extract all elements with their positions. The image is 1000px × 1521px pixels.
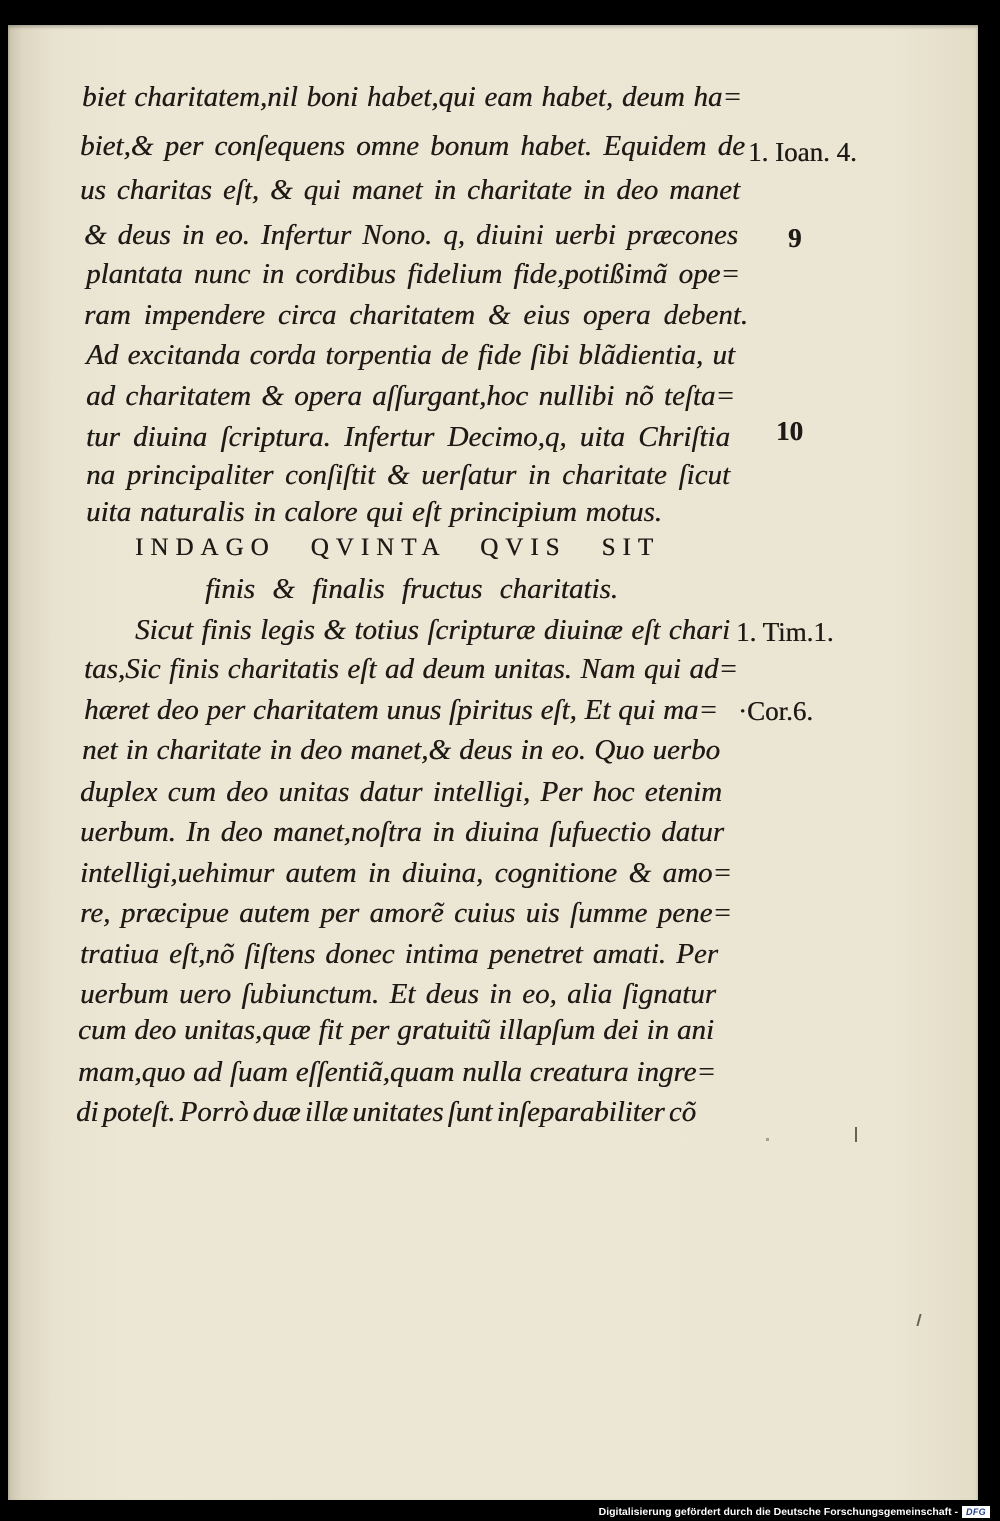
text-line bbox=[84, 649, 738, 689]
digitization-credit: Digitalisierung gefördert durch die Deutsche Forschungsgemeinschaft - bbox=[598, 1506, 958, 1518]
text-line bbox=[80, 934, 718, 974]
text-line-content: uerbum. In deo manet,noſtra in diuina ſufuectio datur bbox=[80, 816, 724, 848]
text-line-content: Ad excitanda corda torpentia de fide ſibi blãdientia, ut bbox=[86, 339, 735, 371]
text-line bbox=[82, 730, 720, 770]
margin-note: 10 bbox=[776, 416, 803, 446]
text-line bbox=[78, 1010, 714, 1050]
section-subheading bbox=[205, 569, 618, 609]
text-line bbox=[84, 215, 738, 255]
text-line-content: plantata nunc in cordibus fidelium fide,potißimã ope= bbox=[86, 258, 740, 290]
section-heading bbox=[135, 528, 660, 568]
text-line-content: uita naturalis in calore qui eſt principium motus. bbox=[86, 496, 662, 528]
scan-mark bbox=[916, 1314, 921, 1326]
text-line-content: tas,Sic finis charitatis eſt ad deum unitas. Nam qui ad= bbox=[84, 653, 738, 685]
text-line bbox=[135, 610, 730, 650]
margin-note: 1. Tim.1. bbox=[736, 617, 834, 647]
text-line bbox=[86, 455, 730, 495]
text-line-content: na principaliter conſiſtit & uerſatur in charitate ſicut bbox=[86, 459, 730, 491]
text-line bbox=[86, 492, 662, 532]
text-line-content: duplex cum deo unitas datur intelligi, Per hoc etenim bbox=[80, 776, 722, 808]
text-line bbox=[78, 1052, 716, 1092]
text-line bbox=[84, 295, 748, 335]
text-line-content: cum deo unitas,quæ fit per gratuitũ illapſum dei in ani bbox=[78, 1014, 714, 1046]
margin-note: 1. Ioan. 4. bbox=[748, 137, 857, 167]
text-line bbox=[86, 376, 735, 416]
text-line bbox=[82, 77, 742, 117]
text-line bbox=[80, 893, 732, 933]
text-line-content: re, præcipue autem per amorẽ cuius uis ſumme pene= bbox=[80, 897, 732, 929]
text-line-content: ad charitatem & opera aſſurgant,hoc nullibi nõ teſta= bbox=[86, 380, 735, 412]
scan-mark bbox=[855, 1127, 857, 1142]
text-line bbox=[86, 417, 730, 457]
text-line bbox=[80, 974, 716, 1014]
text-line-content: mam,quo ad ſuam eſſentiã,quam nulla creatura ingre= bbox=[78, 1056, 716, 1088]
text-line-content: intelligi,uehimur autem in diuina, cognitione & amo= bbox=[80, 857, 732, 889]
scan-mark bbox=[766, 1138, 769, 1141]
text-line-content: Sicut finis legis & totius ſcripturæ diuinæ eſt chari bbox=[135, 614, 730, 646]
text-line-content: ram impendere circa charitatem & eius opera debent. bbox=[84, 299, 748, 331]
text-line-content: hæret deo per charitatem unus ſpiritus eſt, Et qui ma= bbox=[84, 694, 718, 726]
text-line bbox=[80, 853, 732, 893]
text-line-content: uerbum uero ſubiunctum. Et deus in eo, alia ſignatur bbox=[80, 978, 716, 1010]
margin-note: ·Cor.6. bbox=[738, 696, 814, 726]
text-line-content: net in charitate in deo manet,& deus in eo. Quo uerbo bbox=[82, 734, 720, 766]
text-line bbox=[84, 690, 718, 730]
text-line-content: us charitas eſt, & qui manet in charitate in deo manet bbox=[80, 174, 740, 206]
section-subheading-text: finis & finalis fructus charitatis. bbox=[205, 573, 618, 605]
section-heading-text: INDAGO QVINTA QVIS SIT bbox=[135, 534, 660, 561]
text-line-content: & deus in eo. Infertur Nono. q, diuini uerbi præcones bbox=[84, 219, 738, 251]
text-line bbox=[80, 812, 724, 852]
text-line bbox=[86, 254, 740, 294]
text-line-content: biet charitatem,nil boni habet,qui eam habet, deum ha= bbox=[82, 81, 742, 113]
text-line bbox=[86, 335, 735, 375]
text-line-content: di poteſt. Porrò duæ illæ unitates ſunt inſeparabiliter cõ bbox=[76, 1096, 696, 1128]
text-line bbox=[80, 126, 745, 166]
text-line-content: biet,& per conſequens omne bonum habet. Equidem de bbox=[80, 130, 745, 162]
text-line-content: tur diuina ſcriptura. Infertur Decimo,q, uita Chriſtia bbox=[86, 421, 730, 453]
text-line bbox=[80, 772, 722, 812]
text-line-content: tratiua eſt,nõ ſiſtens donec intima penetret amati. Per bbox=[80, 938, 718, 970]
margin-note: 9 bbox=[788, 223, 802, 253]
dfg-logo: DFG bbox=[962, 1506, 990, 1518]
text-line bbox=[80, 170, 740, 210]
text-line bbox=[76, 1092, 696, 1132]
